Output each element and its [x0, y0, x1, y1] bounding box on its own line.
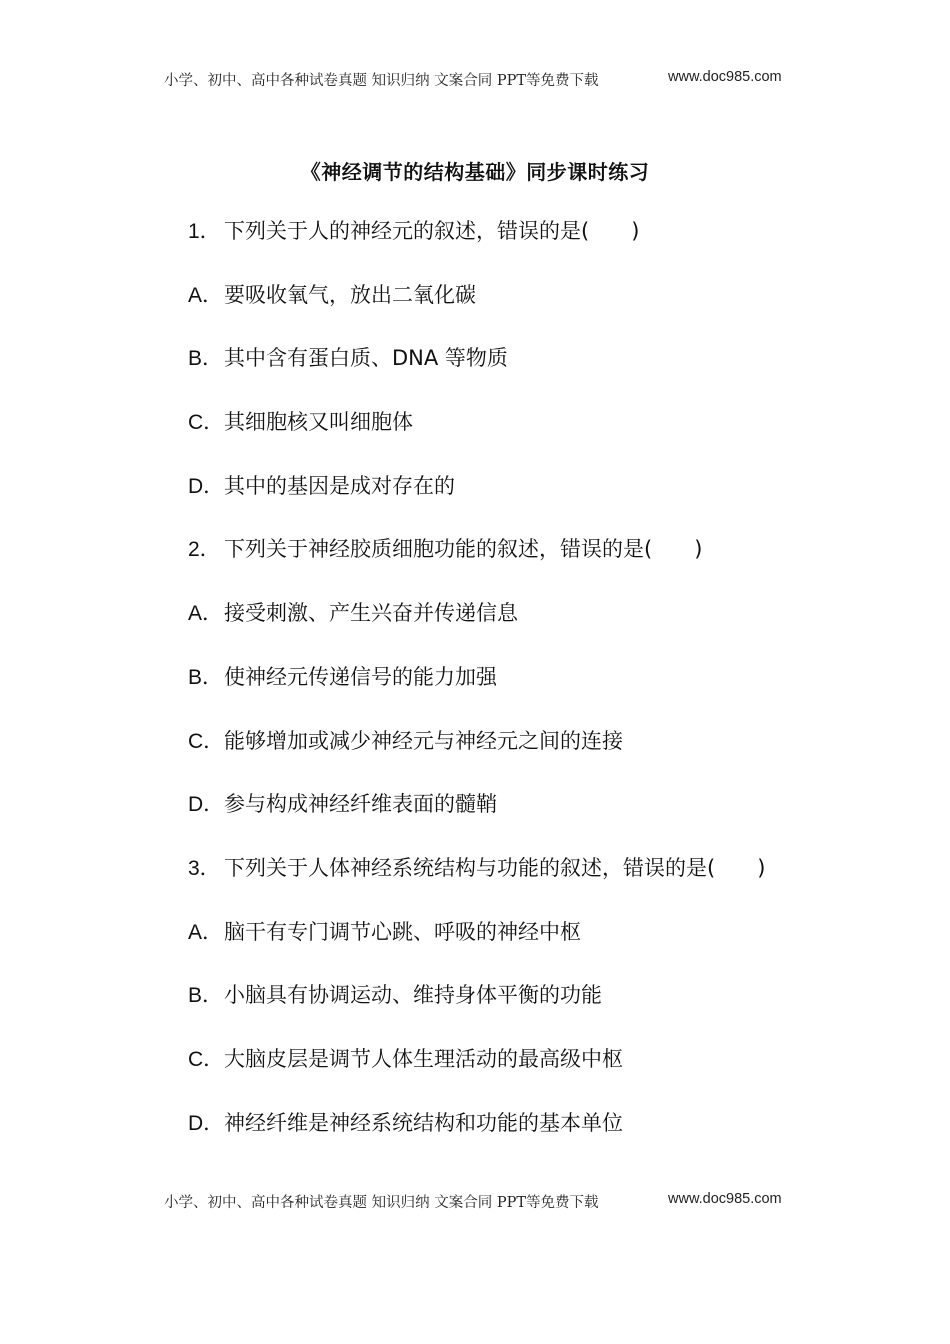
question-text: 下列关于神经胶质细胞功能的叙述，错误的是( ) — [224, 537, 703, 562]
footer-banner — [0, 1191, 950, 1215]
question-list — [188, 214, 908, 1169]
option-letter: D． — [188, 793, 225, 817]
answer-option — [188, 724, 908, 788]
question-text: 下列关于人体神经系统结构与功能的叙述，错误的是( ) — [224, 855, 766, 880]
footer-banner-url[interactable]: www.doc985.com — [668, 1191, 782, 1207]
question-text: 下列关于人的神经元的叙述，错误的是( ) — [224, 219, 640, 243]
option-letter: D． — [188, 1111, 225, 1135]
answer-option — [188, 405, 908, 469]
answer-option — [188, 978, 908, 1042]
question-number: 1． — [188, 220, 221, 243]
option-letter: A． — [188, 920, 224, 944]
option-text: 使神经元传递信号的能力加强 — [224, 664, 497, 689]
question-stem — [188, 851, 908, 915]
document-title: 《神经调节的结构基础》同步课时练习 — [300, 160, 650, 184]
question-stem — [188, 532, 908, 596]
option-text: 神经纤维是神经系统结构和功能的基本单位 — [224, 1110, 623, 1135]
option-letter: C． — [188, 729, 225, 753]
answer-option — [188, 1042, 908, 1106]
option-text: 接受刺激、产生兴奋并传递信息 — [224, 601, 518, 626]
option-letter: B． — [188, 984, 224, 1008]
answer-option — [188, 787, 908, 851]
option-letter: B． — [188, 665, 224, 689]
answer-option — [188, 915, 908, 979]
answer-option — [188, 660, 908, 724]
question-number: 2． — [188, 538, 221, 562]
answer-option — [188, 469, 908, 533]
option-letter: A． — [188, 283, 224, 307]
option-letter: C． — [188, 1047, 225, 1071]
option-text: 大脑皮层是调节人体生理活动的最高级中枢 — [224, 1046, 623, 1071]
answer-option — [188, 596, 908, 660]
option-text: 其中的基因是成对存在的 — [224, 473, 455, 498]
header-banner — [0, 69, 950, 93]
option-text: 其细胞核又叫细胞体 — [224, 410, 413, 435]
option-text: 要吸收氧气，放出二氧化碳 — [224, 282, 476, 307]
option-letter: A． — [188, 602, 224, 626]
footer-banner-text: 小学、初中、高中各种试卷真题 知识归纳 文案合同 PPT等免费下载 — [164, 1195, 599, 1211]
option-letter: C． — [188, 411, 225, 435]
option-text: 参与构成神经纤维表面的髓鞘 — [224, 792, 497, 817]
option-text: 小脑具有协调运动、维持身体平衡的功能 — [224, 983, 602, 1008]
option-text: 能够增加或减少神经元与神经元之间的连接 — [224, 728, 623, 753]
answer-option — [188, 1106, 908, 1170]
question-number: 3． — [188, 856, 221, 880]
option-text: 其中含有蛋白质、DNA 等物质 — [224, 346, 508, 371]
header-banner-url[interactable]: www.doc985.com — [668, 69, 782, 85]
option-letter: B． — [188, 347, 224, 371]
header-banner-text: 小学、初中、高中各种试卷真题 知识归纳 文案合同 PPT等免费下载 — [164, 73, 599, 89]
answer-option — [188, 341, 908, 405]
answer-option — [188, 278, 908, 342]
question-stem — [188, 214, 908, 278]
option-letter: D． — [188, 474, 225, 498]
option-text: 脑干有专门调节心跳、呼吸的神经中枢 — [224, 919, 581, 944]
